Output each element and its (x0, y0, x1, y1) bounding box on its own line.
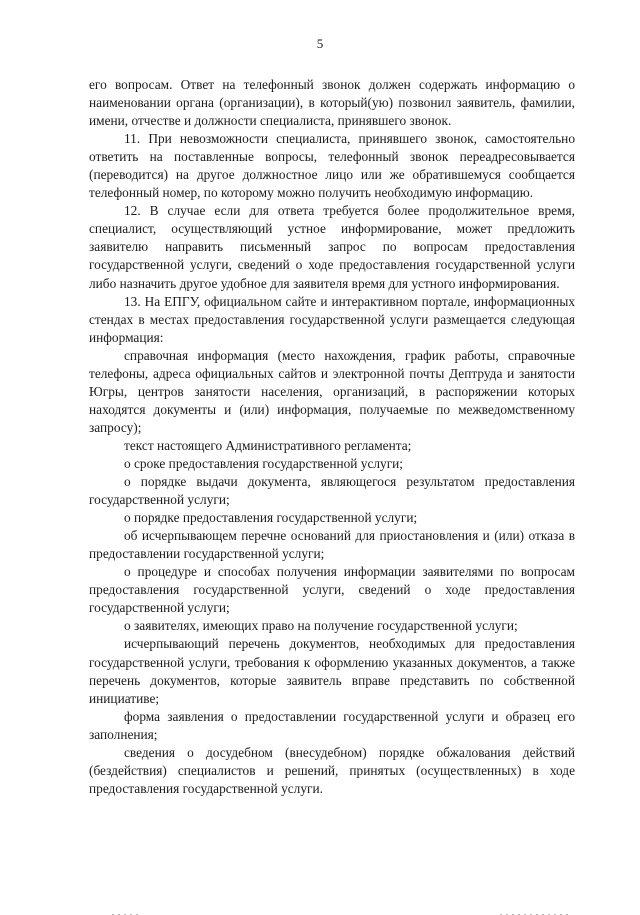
paragraph-item-13: 13. На ЕПГУ, официальном сайте и интерактивном портале, информационных стендах в местах предоставления государственной услуги размещается следующая информация: (89, 293, 575, 345)
info-list-item-application-form: форма заявления о предоставлении государственной услуги и образец его заполнения; (89, 708, 575, 742)
paragraph-item-12: 12. В случае если для ответа требуется более продолжительное время, специалист, осуществляющий устное информирование, может предложить заявителю направить письменный запрос по вопросам предоставления государственной услуги, сведений о ходе предоставления государственной услуги либо назначить другое удобное для заявителя время для устного информирования. (89, 203, 575, 291)
document-body (89, 76, 575, 798)
info-list-item-reference: справочная информация (место нахождения, график работы, справочные телефоны, адреса официальных сайтов и электронной почты Дептруда и занятости Югры, центров занятости населения, организаций, в распоряжении которых находятся документы и (или) информация, получаемые по межведомственному запросу); (89, 347, 575, 435)
scan-artifact (500, 897, 590, 903)
page-number: 5 (316, 36, 324, 51)
info-list-item-refusal-grounds: об исчерпывающем перечне оснований для приостановления и (или) отказа в предоставлении государственной услуги; (89, 528, 575, 562)
info-list-item-issue-procedure: о порядке выдачи документа, являющегося результатом предоставления государственной услуги; (89, 474, 575, 508)
info-list-item-documents: исчерпывающий перечень документов, необходимых для предоставления государственной услуги, требования к оформлению указанных документов, а также перечень документов, которые заявитель вправе представить по собственной инициативе; (89, 636, 575, 706)
info-list-item-appeal-procedure: сведения о досудебном (внесудебном) порядке обжалования действий (бездействия) специалистов и решений, принятых (осуществленных) в ходе предоставления государственной услуги. (89, 744, 575, 796)
info-list-item-term: о сроке предоставления государственной услуги; (124, 455, 404, 471)
info-list-item-regulation-text: текст настоящего Административного регламента; (124, 437, 412, 453)
info-list-item-info-procedure: о процедуре и способах получения информации заявителями по вопросам предоставления государственной услуги, сведений о ходе предоставления государственной услуги; (89, 564, 575, 616)
scan-artifact (112, 897, 152, 903)
paragraph-item-11: 11. При невозможности специалиста, принявшего звонок, самостоятельно ответить на поставленные вопросы, телефонный звонок переадресовывается (переводится) на другое должностное лицо или же обратившемуся сообщается телефонный номер, по которому можно получить необходимую информацию. (89, 131, 575, 201)
paragraph-continuation: его вопросам. Ответ на телефонный звонок должен содержать информацию о наименовании органа (организации), в который(ую) позвонил заявитель, фамилии, имени, отчестве и должности специалиста, принявшего звонок. (89, 77, 575, 129)
info-list-item-provision-procedure: о порядке предоставления государственной услуги; (124, 510, 418, 526)
info-list-item-applicants: о заявителях, имеющих право на получение государственной услуги; (124, 618, 518, 634)
